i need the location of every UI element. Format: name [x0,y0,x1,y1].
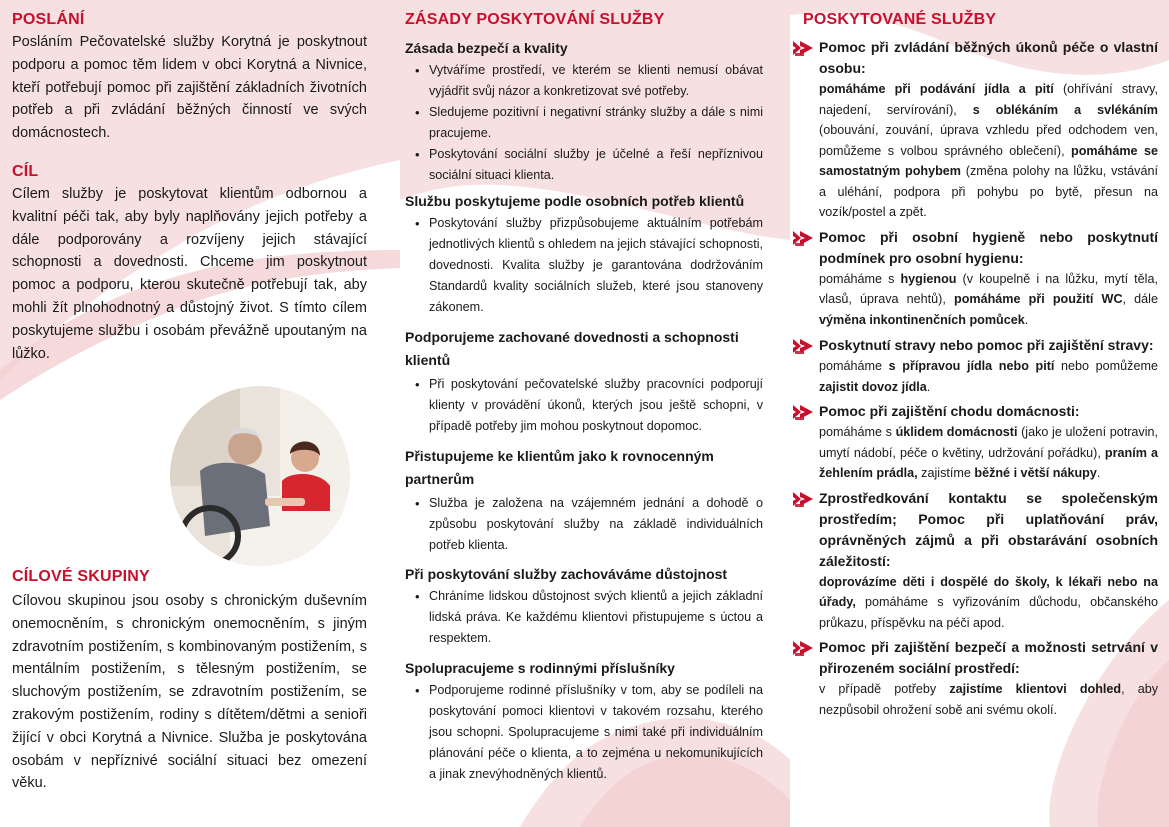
principle-bullet: • Podporujeme rodinné příslušníky v tom, aby se podíleli na poskytování pomoci klientovi v takovém rozsahu, kterého jsou schopni. Spolupracujeme s nimi také při individuálním plánování péče o klienta, a to zejména u nekomunikujících a jinak znevýhodněných klientů. [405,680,763,785]
service-title: Pomoc při zajištění chodu domácnosti: [819,403,1080,419]
principle-bullet: • Služba je založena na vzájemném jednání a dohodě o způsobu poskytování služby na základě individuálních potřeb klienta. [405,493,763,556]
target-groups-text: Cílovou skupinou jsou osoby s chronickým duševním onemocněním, s chronickým onemocněním, s jiným zdravotním postižením, s kombinovaným postižením, s mentálním postižením, s tělesným postižením, se sluchovým postižením, se zdravotním postižením, se zrakovým postižením, rodiny s dítětem/dětmi a senioři žijící v obci Korytná a Nivnice. Služba je poskytována osobám v nepříznivé sociální situaci bez omezení věku. [12,593,367,792]
service-item [792,488,1158,634]
double-chevron-icon [792,229,814,247]
principle-block [405,38,763,186]
principle-bullet: • Poskytování sociální služby je účelné a řeší nepříznivou sociální situaci klienta. [405,144,763,186]
principle-title: Zásada bezpečí a kvality [405,40,568,56]
service-description: v případě potřeby zajistíme klientovi dohled, aby nezpůsobil ohrožení sobě ani svému okolí. [819,682,1158,717]
service-description: pomáháme při podávání jídla a pití (ohřívání stravy, najedení, servírování), s oblékáním a svlékáním (obouvání, zouvání, úprava vzhledu před odchodem ven, pomůžeme s volbou správného oblečení), pomáháme se samostatným pohybem (změna polohy na lůžku, vstávání a uléhání, podpora při pohybu po bytě, přesun na vozík/postel a zpět. [819,82,1158,219]
service-item [792,335,1158,397]
principle-bullet: • Poskytování služby přizpůsobujeme aktuálním potřebám jednotlivých klientů s ohledem na jejich stávající schopnosti, dovednosti. Kvalita služby je garantována dodržováním Standardů kvality sociálních služeb, které jsou stanoveny zákonem. [405,213,763,318]
principle-title: Službu poskytujeme podle osobních potřeb klientů [405,193,745,209]
service-item [792,37,1158,223]
column-mission [12,0,367,792]
service-description: pomáháme s hygienou (v koupelně i na lůžku, mytí těla, vlasů, úprava nehtů), pomáháme při použití WC, dále výměna inkontinenčních pomůcek. [819,271,1158,327]
column-principles [405,0,763,785]
column-services [792,0,1158,720]
services-list [792,37,1158,720]
service-title: Zprostředkování kontaktu se společenským prostředím; Pomoc při uplatňování práv, oprávněných zájmů a při obstarávání osobních záležitostí: [819,489,1158,569]
principles-heading: ZÁSADY POSKYTOVÁNÍ SLUŽBY [405,11,665,28]
goal-text: Cílem služby je poskytovat klientům odbornou a kvalitní péči tak, aby byly naplňovány jejich potřeby a dále podporovány a rozvíjeny jejich stávající schopnosti a dovednosti. Chceme jim poskytnout pomoc a podporu, kterou skutečně potřebují tak, aby mohli žít plnohodnotný a důstojný život. S tímto cílem poskytujeme službu i osobám převážně upoutaným na lůžko. [12,185,367,362]
double-chevron-icon [792,639,814,657]
principle-bullet: • Sledujeme pozitivní i negativní stránky služby a dále s nimi pracujeme. [405,102,763,144]
target-groups-heading: CÍLOVÉ SKUPINY [12,568,150,585]
service-item [792,401,1158,484]
principle-bullet: • Vytváříme prostředí, ve kterém se klienti nemusí obávat vyjádřit svůj názor a konkretizovat své potřeby. [405,60,763,102]
service-title: Poskytnutí stravy nebo pomoc při zajištění stravy: [819,337,1154,353]
double-chevron-icon [792,403,814,421]
principle-block [405,658,763,785]
care-photo [170,386,350,566]
double-chevron-icon [792,337,814,355]
mission-text: Posláním Pečovatelské služby Korytná je poskytnout podporu a pomoc těm lidem v obci Korytná a Nivnice, kteří potřebují pomoc při zajištění základních životních potřeb a při zvládání běžných činností ve svých domácnostech. [12,34,367,142]
goal-heading: CÍL [12,162,39,180]
mission-heading: POSLÁNÍ [12,11,85,28]
service-description: pomáháme s přípravou jídla nebo pití nebo pomůžeme zajistit dovoz jídla. [819,359,1158,394]
service-description: doprovázíme děti i dospělé do školy, k lékaři nebo na úřady, pomáháme s vyřizováním důchodu, občanského průkazu, příspěvku na péči apod. [819,574,1158,630]
principle-title: Přistupujeme ke klientům jako k rovnocenným partnerům [405,448,714,487]
service-description: pomáháme s úklidem domácnosti (jako je uložení potravin, umytí nádobí, péče o květiny, udržování pořádku), praním a žehlením prádla, zajistíme běžné i větší nákupy. [819,425,1158,480]
principle-block [405,445,763,556]
service-title: Pomoc při zvládání běžných úkonů péče o vlastní osobu: [819,39,1158,76]
service-title: Pomoc při osobní hygieně nebo poskytnutí podmínek pro osobní hygienu: [819,228,1158,266]
principle-title: Spolupracujeme s rodinnými příslušníky [405,660,675,676]
principle-bullet: • Chráníme lidskou důstojnost svých klientů a jejich základní lidská práva. Ke každému klientovi přistupujeme s úctou a respektem. [405,586,763,649]
principle-title: Podporujeme zachované dovednosti a schopnosti klientů [405,329,739,368]
principle-block [405,191,763,318]
principle-block [405,564,763,649]
double-chevron-icon [792,490,814,508]
principle-title: Při poskytování služby zachováváme důstojnost [405,566,728,582]
principle-block [405,326,763,437]
double-chevron-icon [792,39,814,57]
service-title: Pomoc při zajištění bezpečí a možnosti setrvání v přirozeném sociální prostředí: [819,639,1158,676]
service-item [792,637,1158,720]
service-item [792,227,1158,331]
services-heading: POSKYTOVANÉ SLUŽBY [803,11,997,28]
principle-bullet: • Při poskytování pečovatelské služby pracovníci podporují klienty v provádění úkonů, kterých jsou ještě schopni, v případě potřeby jim mohou poskytnout dopomoc. [405,374,763,437]
